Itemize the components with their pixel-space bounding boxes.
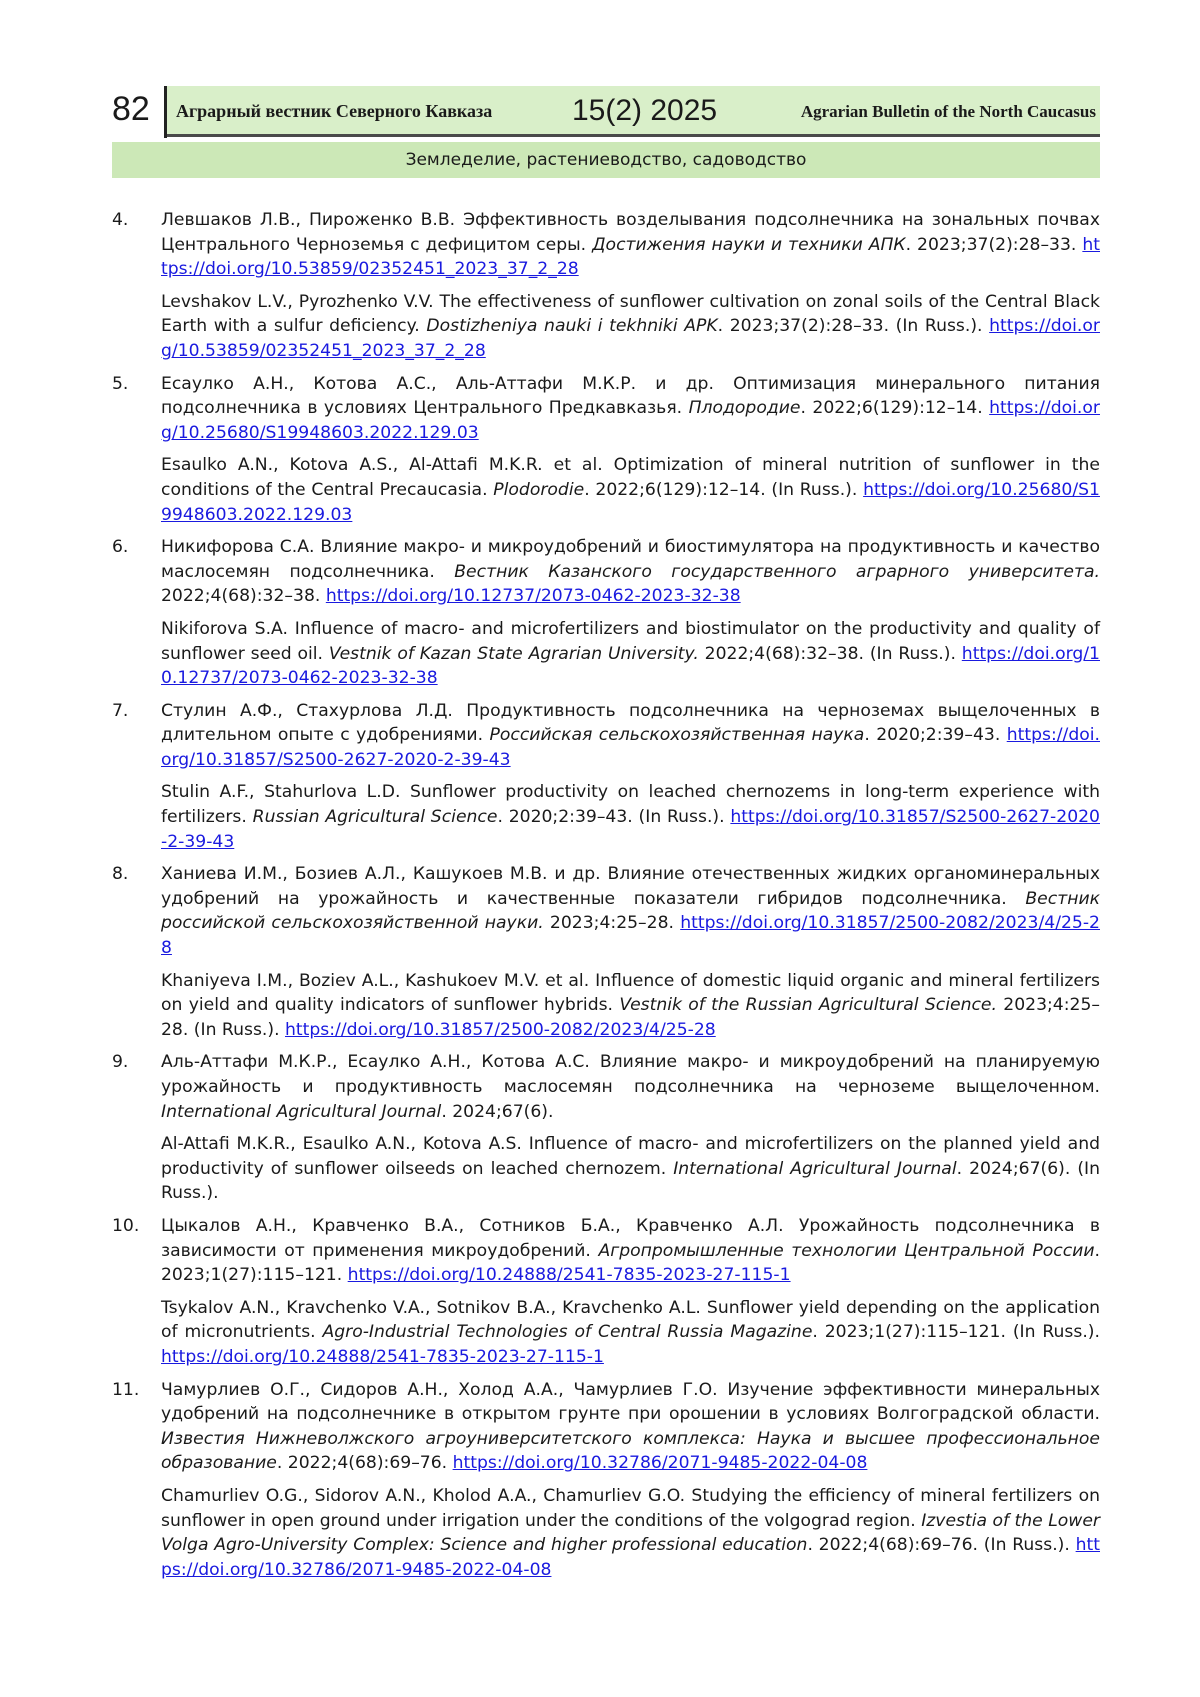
doi-link[interactable]: https://doi.org/10.31857/S2500-2627-2020-2-39-43 (161, 807, 1100, 852)
reference-ru: Никифорова С.А. Влияние макро- и микроудобрений и биостимулятора на продуктивность и качество маслосемян подсолнечника. Вестник Казанского государственного аграрного университета. 2022;4(68):32–38. https://doi.org/10.12737/2073-0462-2023-32-38 (161, 537, 1100, 607)
reference-ru: Аль-Аттафи М.К.Р., Есаулко А.Н., Котова А.С. Влияние макро- и микроудобрений на планируемую урожайность и продуктивность маслосемян подсолнечника на черноземе выщелоченном. International Agricultural Journal. 2024;67(6). (161, 1052, 1100, 1122)
reference-item (112, 1378, 1100, 1591)
doi-link[interactable]: https://doi.org/10.24888/2541-7835-2023-27-115-1 (347, 1265, 791, 1286)
doi-link[interactable]: https://doi.org/10.53859/02352451_2023_37_2_28 (161, 316, 1100, 361)
doi-link[interactable]: https://doi.org/10.24888/2541-7835-2023-27-115-1 (161, 1346, 604, 1367)
reference-number: 9. (112, 1052, 129, 1073)
doi-link[interactable]: https://doi.org/10.12737/2073-0462-2023-32-38 (325, 586, 741, 607)
journal-name: Vestnik of Kazan State Agrarian University. (328, 643, 699, 664)
doi-link[interactable]: https://doi.org/10.12737/2073-0462-2023-32-38 (161, 643, 1100, 689)
reference-item (112, 1214, 1100, 1378)
doi-link[interactable]: https://doi.org/10.25680/S19948603.2022.129.03 (161, 398, 1100, 443)
doi-link[interactable]: https://doi.org/10.32786/2071-9485-2022-04-08 (452, 1453, 868, 1474)
journal-name: International Agricultural Journal (673, 1158, 957, 1179)
reference-item (112, 862, 1100, 1050)
journal-name: Плодородие (688, 398, 801, 419)
reference-list (112, 208, 1100, 1590)
doi-link[interactable]: https://doi.org/10.31857/2500-2082/2023/4/25-28 (161, 913, 1100, 959)
doi-link[interactable]: https://doi.org/10.32786/2071-9485-2022-04-08 (161, 1535, 1100, 1580)
reference-item (112, 699, 1100, 863)
reference-ru: Есаулко А.Н., Котова А.С., Аль-Аттафи М.К.Р. и др. Оптимизация минерального питания подсолнечника в условиях Центрального Предкавказья. Плодородие. 2022;6(129):12–14. https://doi.org/10.25680/S19948603.2022.129.03 (161, 373, 1100, 443)
issue-number: 15(2) 2025 (572, 94, 718, 127)
reference-ru: Стулин А.Ф., Стахурлова Л.Д. Продуктивность подсолнечника на черноземах выщелоченных в длительном опыте с удобрениями. Российская сельскохозяйственная наука. 2020;2:39–43. https://doi.org/10.31857/S2500-2627-2020-2-39-43 (161, 700, 1100, 770)
reference-en: Levshakov L.V., Pyrozhenko V.V. The effectiveness of sunflower cultivation on zonal soils of the Central Black Earth with a sulfur deficiency. Dostizheniya nauki i tekhniki APK. 2023;37(2):28–33. (In Russ.). https://doi.org/10.53859/02352451_2023_37_2_28 (161, 291, 1100, 361)
doi-link[interactable]: https://doi.org/10.25680/S19948603.2022.129.03 (161, 479, 1100, 525)
journal-name: Vestnik of the Russian Agricultural Science. (619, 995, 997, 1016)
reference-number: 8. (112, 864, 129, 885)
journal-name: Agro-Industrial Technologies of Central Russia Magazine (322, 1322, 813, 1343)
journal-name: Известия Нижневолжского агроуниверситетского комплекса: Наука и высшее профессиональное образование (161, 1428, 1100, 1474)
reference-item (112, 372, 1100, 536)
reference-en: Chamurliev O.G., Sidorov A.N., Kholod A.A., Chamurliev G.O. Studying the efficiency of mineral fertilizers on sunflower in open ground under irrigation under the conditions of the volgograd region. Izvestia of the Lower Volga Agro-University Complex: Science and higher professional education. 2022;4(68):69–76. (In Russ.). https://doi.org/10.32786/2071-9485-2022-04-08 (161, 1485, 1100, 1580)
reference-en: Esaulko A.N., Kotova A.S., Al-Attafi M.K.R. et al. Optimization of mineral nutrition of sunflower in the conditions of the Central Precaucasia. Plodorodie. 2022;6(129):12–14. (In Russ.). https://doi.org/10.25680/S19948603.2022.129.03 (161, 455, 1100, 525)
reference-en: Tsykalov A.N., Kravchenko V.A., Sotnikov B.A., Kravchenko A.L. Sunflower yield depending on the application of micronutrients. Agro-Industrial Technologies of Central Russia Magazine. 2023;1(27):115–121. (In Russ.). https://doi.org/10.24888/2541-7835-2023-27-115-1 (161, 1297, 1100, 1367)
reference-number: 11. (112, 1379, 140, 1400)
reference-ru: Ханиева И.М., Бозиев А.Л., Кашукоев М.В. и др. Влияние отечественных жидких органоминеральных удобрений на урожайность и качественные показатели гибридов подсолнечника. Вестник российской сельскохозяйственной науки. 2023;4:25–28. https://doi.org/10.31857/2500-2082/2023/4/25-28 (161, 864, 1100, 959)
reference-number: 6. (112, 537, 129, 558)
journal-name: Russian Agricultural Science (252, 807, 498, 828)
journal-name: Вестник российской сельскохозяйственной науки. (161, 888, 1100, 934)
page-header (112, 86, 1100, 138)
reference-item (112, 1050, 1100, 1214)
reference-en: Stulin A.F., Stahurlova L.D. Sunflower productivity on leached chernozems in long-term experience with fertilizers. Russian Agricultural Science. 2020;2:39–43. (In Russ.). https://doi.org/10.31857/S2500-2627-2020-2-39-43 (161, 782, 1100, 852)
reference-en: Al-Attafi M.K.R., Esaulko A.N., Kotova A.S. Influence of macro- and microfertilizers on the planned yield and productivity of sunflower oilseeds on leached chernozem. International Agricultural Journal. 2024;67(6). (In Russ.). (161, 1134, 1100, 1204)
reference-item (112, 535, 1100, 699)
journal-name: Российская сельскохозяйственная наука (489, 725, 865, 746)
reference-number: 5. (112, 373, 129, 394)
reference-en: Khaniyeva I.M., Boziev A.L., Kashukoev M.V. et al. Influence of domestic liquid organic and mineral fertilizers on yield and quality indicators of sunflower hybrids. Vestnik of the Russian Agricultural Science. 2023;4:25–28. (In Russ.). https://doi.org/10.31857/2500-2082/2023/4/25-28 (161, 970, 1100, 1040)
journal-title-en: Agrarian Bulletin of the North Caucasus (800, 102, 1096, 121)
page-number: 82 (112, 90, 150, 128)
doi-link[interactable]: https://doi.org/10.31857/S2500-2627-2020-2-39-43 (161, 725, 1100, 770)
reference-en: Nikiforova S.A. Influence of macro- and microfertilizers and biostimulator on the productivity and quality of sunflower seed oil. Vestnik of Kazan State Agrarian University. 2022;4(68):32–38. (In Russ.). https://doi.org/10.12737/2073-0462-2023-32-38 (161, 618, 1100, 689)
reference-ru: Цыкалов А.Н., Кравченко В.А., Сотников Б.А., Кравченко А.Л. Урожайность подсолнечника в зависимости от применения микроудобрений. Агропромышленные технологии Центральной России. 2023;1(27):115–121. https://doi.org/10.24888/2541-7835-2023-27-115-1 (161, 1215, 1100, 1286)
journal-name: Достижения науки и техники АПК (592, 234, 906, 255)
reference-ru: Чамурлиев О.Г., Сидоров А.Н., Холод А.А., Чамурлиев Г.О. Изучение эффективности минеральных удобрений на подсолнечнике в открытом грунте при орошении в условиях Волгоградской области. Известия Нижневолжского агроуниверситетского комплекса: Наука и высшее профессиональное образование. 2022;4(68):69–76. https://doi.org/10.32786/2071-9485-2022-04-08 (161, 1379, 1100, 1474)
reference-number: 4. (112, 210, 129, 230)
journal-title-ru: Аграрный вестник Северного Кавказа (176, 101, 493, 121)
journal-name: International Agricultural Journal (161, 1101, 442, 1122)
reference-ru: Левшаков Л.В., Пироженко В.В. Эффективность возделывания подсолнечника на зональных почвах Центрального Черноземья с дефицитом серы. Достижения науки и техники АПК. 2023;37(2):28–33. https://doi.org/10.53859/02352451_2023_37_2_28 (161, 210, 1100, 280)
journal-name: Вестник Казанского государственного аграрного университета. (454, 561, 1100, 582)
doi-link[interactable]: https://doi.org/10.31857/2500-2082/2023/4/25-28 (285, 1019, 716, 1040)
section-title: Земледелие, растениеводство, садоводство (112, 142, 1100, 178)
journal-name: Izvestia of the Lower Volga Agro-University Complex: Science and higher professional education (161, 1510, 1100, 1556)
journal-name: Plodorodie (493, 479, 585, 500)
journal-name: Dostizheniya nauki i tekhniki APK (426, 316, 718, 337)
reference-number: 7. (112, 700, 129, 721)
reference-item (112, 208, 1100, 372)
journal-name: Агропромышленные технологии Центральной России (598, 1240, 1095, 1261)
doi-link[interactable]: https://doi.org/10.53859/02352451_2023_37_2_28 (161, 234, 1100, 280)
reference-number: 10. (112, 1215, 140, 1236)
header-rule (167, 134, 1100, 137)
